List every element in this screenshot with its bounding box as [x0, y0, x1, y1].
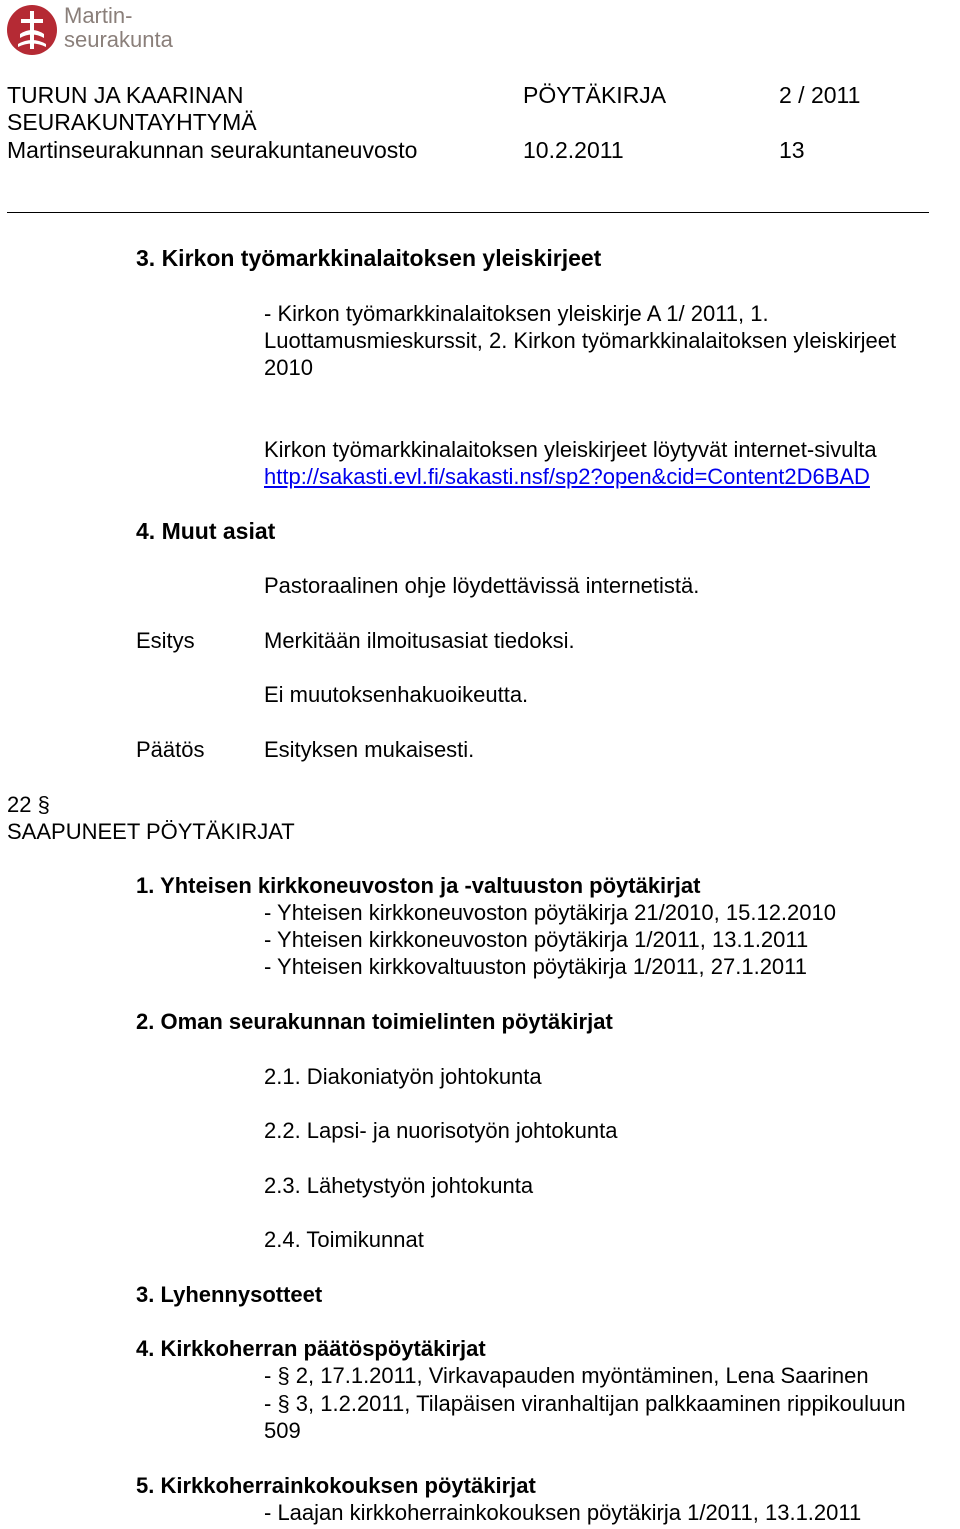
list1-heading: 1. Yhteisen kirkkoneuvoston ja -valtuuston pöytäkirjat: [136, 873, 701, 898]
header-date: 10.2.2011: [523, 137, 624, 163]
list4-item-2: - § 3, 1.2.2011, Tilapäisen viranhaltijan palkkaaminen rippikouluun: [264, 1391, 906, 1416]
proposal-text: Merkitään ilmoitusasiat tiedoksi.: [264, 628, 575, 653]
logo-line-1: Martin-: [64, 3, 133, 28]
list4-item-3: 509: [264, 1418, 301, 1443]
list1-item-2: - Yhteisen kirkkoneuvoston pöytäkirja 1/2011, 13.1.2011: [264, 927, 809, 952]
logo: [6, 4, 58, 56]
cross-emblem-icon: [6, 4, 58, 56]
header-org-line-1: TURUN JA KAARINAN: [7, 82, 244, 108]
header-page: 13: [779, 137, 805, 163]
list1-item-1: - Yhteisen kirkkoneuvoston pöytäkirja 21/2010, 15.12.2010: [264, 900, 836, 925]
list2-item-4: 2.4. Toimikunnat: [264, 1227, 424, 1252]
header-doc-type: PÖYTÄKIRJA: [523, 82, 667, 108]
list2-item-1: 2.1. Diakoniatyön johtokunta: [264, 1064, 542, 1089]
header-body-name: Martinseurakunnan seurakuntaneuvosto: [7, 137, 418, 163]
list4-heading: 4. Kirkkoherran päätöspöytäkirjat: [136, 1336, 486, 1361]
list2-heading: 2. Oman seurakunnan toimielinten pöytäkirjat: [136, 1009, 613, 1034]
list1-item-3: - Yhteisen kirkkovaltuuston pöytäkirja 1/2011, 27.1.2011: [264, 954, 808, 979]
header-rule: [7, 212, 929, 213]
logo-line-2: seurakunta: [64, 27, 173, 52]
section-number: 22 §: [7, 792, 50, 817]
list3-heading: 3. Lyhennysotteet: [136, 1282, 323, 1307]
item3-heading: 3. Kirkon työmarkkinalaitoksen yleiskirjeet: [136, 245, 602, 271]
proposal-appeal: Ei muutoksenhakuoikeutta.: [264, 682, 529, 707]
item4-text: Pastoraalinen ohje löydettävissä internetistä.: [264, 573, 700, 598]
item3-text-2: Luottamusmieskurssit, 2. Kirkon työmarkkinalaitoksen yleiskirjeet: [264, 328, 897, 353]
header-doc-number: 2 / 2011: [779, 82, 861, 108]
list2-item-2: 2.2. Lapsi- ja nuorisotyön johtokunta: [264, 1118, 618, 1143]
decision-label: Päätös: [136, 737, 205, 762]
item4-heading: 4. Muut asiat: [136, 518, 276, 544]
list5-heading: 5. Kirkkoherrainkokouksen pöytäkirjat: [136, 1473, 536, 1498]
item3-text-1: - Kirkon työmarkkinalaitoksen yleiskirje A 1/ 2011, 1.: [264, 301, 769, 326]
logo-text: [64, 4, 173, 52]
header-org-line-2: SEURAKUNTAYHTYMÄ: [7, 109, 257, 135]
item3-text-3: 2010: [264, 355, 313, 380]
list5-item-1: - Laajan kirkkoherrainkokouksen pöytäkirja 1/2011, 13.1.2011: [264, 1500, 862, 1525]
item3-link[interactable]: http://sakasti.evl.fi/sakasti.nsf/sp2?open&cid=Content2D6BAD: [264, 464, 870, 489]
proposal-label: Esitys: [136, 628, 195, 653]
item3-found-text: Kirkon työmarkkinalaitoksen yleiskirjeet löytyvät internet-sivulta: [264, 437, 877, 462]
list4-item-1: - § 2, 17.1.2011, Virkavapauden myöntäminen, Lena Saarinen: [264, 1363, 869, 1388]
decision-text: Esityksen mukaisesti.: [264, 737, 475, 762]
list2-item-3: 2.3. Lähetystyön johtokunta: [264, 1173, 534, 1198]
section-title: SAAPUNEET PÖYTÄKIRJAT: [7, 819, 295, 844]
